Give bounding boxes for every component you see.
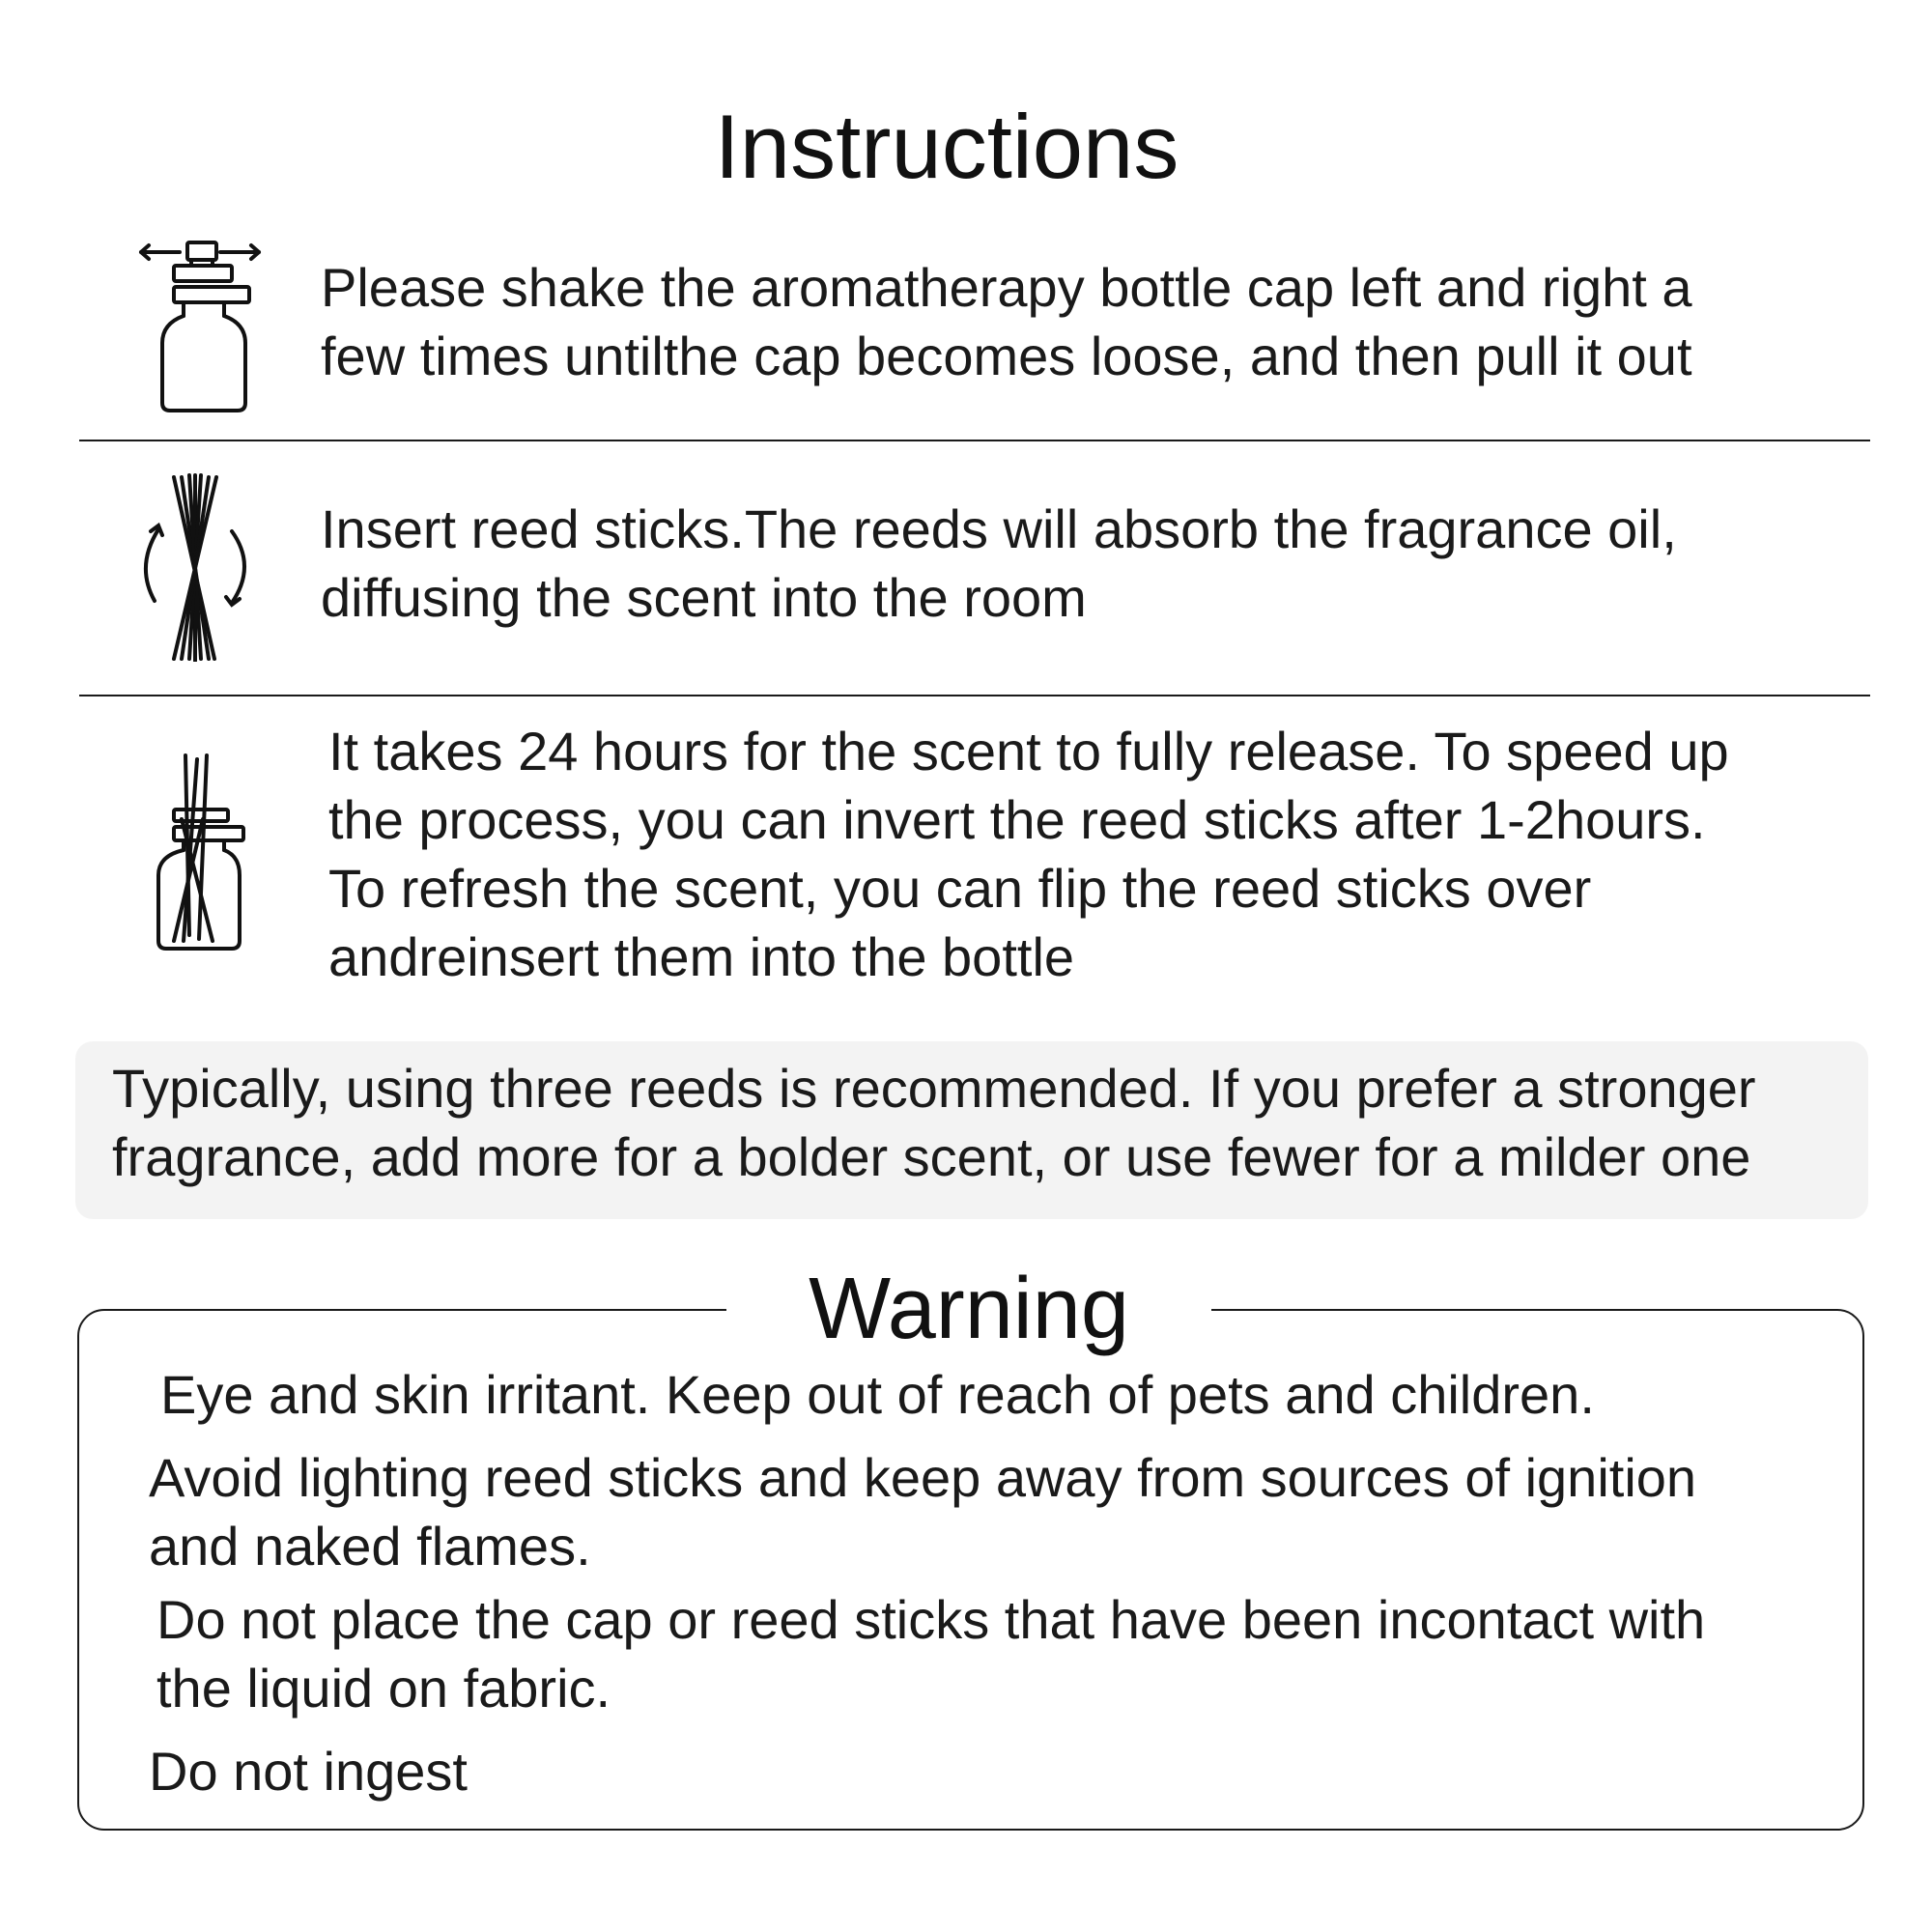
warning-item-1 bbox=[160, 1360, 1595, 1429]
warning-item-4-line-1: Do not ingest bbox=[149, 1741, 468, 1802]
step-3-line-1: It takes 24 hours for the scent to fully release. To speed up bbox=[328, 721, 1729, 781]
warning-item-3-line-1: Do not place the cap or reed sticks that have been incontact with bbox=[156, 1589, 1706, 1650]
warning-item-2 bbox=[149, 1443, 1696, 1580]
step-1-text bbox=[321, 253, 1692, 390]
bottle-with-reeds-icon bbox=[145, 752, 251, 954]
step-2-line-1: Insert reed sticks.The reeds will absorb the fragrance oil, bbox=[321, 498, 1677, 559]
warning-item-2-line-1: Avoid lighting reed sticks and keep away from sources of ignition bbox=[149, 1447, 1697, 1508]
recommendation-text bbox=[112, 1054, 1756, 1191]
reed-sticks-rotate-icon bbox=[137, 473, 253, 662]
step-3-line-2: the process, you can invert the reed sticks after 1-2hours. bbox=[328, 789, 1706, 850]
bottle-cap-shake-icon bbox=[135, 237, 270, 415]
warning-title: Warning bbox=[809, 1261, 1129, 1357]
step-3-line-4: andreinsert them into the bottle bbox=[328, 926, 1075, 987]
step-1-line-2: few times untilthe cap becomes loose, and then pull it out bbox=[321, 326, 1692, 386]
warning-item-4 bbox=[149, 1737, 468, 1805]
step-2-text bbox=[321, 495, 1677, 632]
warning-item-3-line-2: the liquid on fabric. bbox=[156, 1658, 611, 1719]
step-1-line-1: Please shake the aromatherapy bottle cap left and right a bbox=[321, 257, 1692, 318]
warning-item-2-line-2: and naked flames. bbox=[149, 1516, 591, 1577]
divider-2 bbox=[79, 695, 1870, 696]
divider-1 bbox=[79, 440, 1870, 441]
recommendation-line-1: Typically, using three reeds is recommended. If you prefer a stronger bbox=[112, 1058, 1756, 1119]
step-3-text bbox=[328, 717, 1729, 991]
page-title: Instructions bbox=[714, 96, 1179, 197]
step-3-line-3: To refresh the scent, you can flip the reed sticks over bbox=[328, 858, 1592, 919]
warning-item-3 bbox=[156, 1585, 1705, 1722]
step-2-line-2: diffusing the scent into the room bbox=[321, 567, 1087, 628]
recommendation-line-2: fragrance, add more for a bolder scent, or use fewer for a milder one bbox=[112, 1126, 1751, 1187]
warning-item-1-line-1: Eye and skin irritant. Keep out of reach of pets and children. bbox=[160, 1364, 1595, 1425]
